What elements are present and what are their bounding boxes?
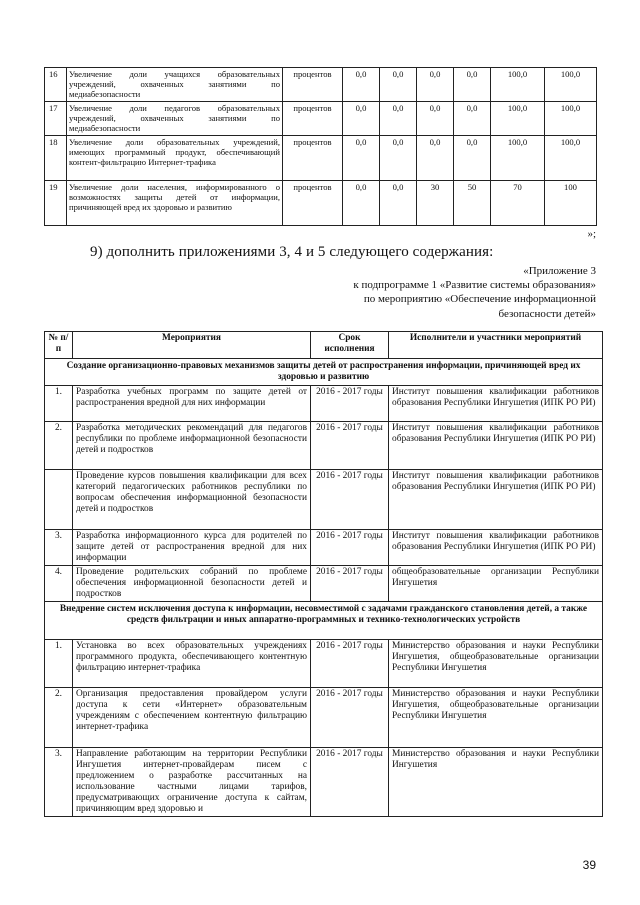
section-title: Создание организационно-правовых механизмов защиты детей от распространения информации, причиняющей вред их здоровью и развитию	[45, 359, 603, 386]
measure-cell: Проведение родительских собраний по проблеме обеспечения информационной безопасности детей и подростков	[73, 566, 311, 602]
row-number: 1.	[45, 386, 73, 422]
value-cell: 100,0	[545, 136, 597, 181]
row-number: 3.	[45, 530, 73, 566]
executors-cell: Институт повышения квалификации работников образования Республики Ингушетия (ИПК РО РИ)	[389, 530, 603, 566]
executors-cell: Министерство образования и науки Республики Ингушетия, общеобразовательные организации Республики Ингушетия	[389, 640, 603, 688]
unit-cell: процентов	[283, 136, 343, 181]
value-cell: 0,0	[343, 102, 380, 136]
header-measure: Мероприятия	[73, 332, 311, 359]
measure-cell: Проведение курсов повышения квалификации для всех категорий педагогических работников республики по вопросам обеспечения информационной безопасности детей и подростков	[73, 470, 311, 530]
value-cell: 0,0	[454, 136, 491, 181]
header-term: Срок исполнения	[311, 332, 389, 359]
appendix-line: по мероприятию «Обеспечение информационной	[363, 293, 596, 306]
table-header-row	[45, 332, 603, 359]
value-cell: 0,0	[454, 102, 491, 136]
value-cell: 100,0	[545, 68, 597, 102]
appendix-caption	[276, 264, 596, 321]
term-cell: 2016 - 2017 годы	[311, 386, 389, 422]
measure-cell: Установка во всех образовательных учреждениях программного продукта, обеспечивающего контентную фильтрацию интернет-трафика	[73, 640, 311, 688]
term-cell: 2016 - 2017 годы	[311, 530, 389, 566]
executors-cell: Институт повышения квалификации работников образования Республики Ингушетия (ИПК РО РИ)	[389, 386, 603, 422]
measure-cell: Разработка методических рекомендаций для педагогов республики по проблеме информационной безопасности детей и подростков	[73, 422, 311, 470]
term-cell: 2016 - 2017 годы	[311, 748, 389, 817]
value-cell: 0,0	[380, 68, 417, 102]
value-cell: 100,0	[491, 68, 545, 102]
row-number: 2.	[45, 422, 73, 470]
term-cell: 2016 - 2017 годы	[311, 422, 389, 470]
table-row	[45, 748, 603, 817]
executors-cell: Институт повышения квалификации работников образования Республики Ингушетия (ИПК РО РИ)	[389, 470, 603, 530]
section-row	[45, 602, 603, 640]
table-row	[45, 530, 603, 566]
appendix-line: к подпрограмме 1 «Развитие системы образования»	[353, 279, 596, 292]
amendment-heading: 9) дополнить приложениями 3, 4 и 5 следующего содержания:	[90, 244, 494, 260]
executors-cell: Министерство образования и науки Республики Ингушетия, общеобразовательные организации Республики Ингушетия	[389, 688, 603, 748]
value-cell: 50	[454, 181, 491, 226]
section-title: Внедрение систем исключения доступа к информации, несовместимой с задачами гражданского становления детей, а также средств фильтрации и иных аппаратно-программных и технико-технологических устройств	[45, 602, 603, 640]
measure-cell: Организация предоставления провайдером услуги доступа к сети «Интернет» образовательным учреждениям с обеспечением контентную фильтрацию интернет-трафика	[73, 688, 311, 748]
measure-cell: Разработка учебных программ по защите детей от распространения вредной для них информации	[73, 386, 311, 422]
row-number: 1.	[45, 640, 73, 688]
table-row	[45, 386, 603, 422]
value-cell: 0,0	[343, 181, 380, 226]
value-cell: 0,0	[343, 68, 380, 102]
row-number	[45, 470, 73, 530]
table-row	[45, 470, 603, 530]
term-cell: 2016 - 2017 годы	[311, 640, 389, 688]
row-number: 3.	[45, 748, 73, 817]
table-row	[45, 688, 603, 748]
page-number: 39	[582, 858, 596, 872]
indicator-name: Увеличение доли педагогов образовательных учреждений, охваченных занятиями по медиабезопасности	[67, 102, 283, 136]
term-cell: 2016 - 2017 годы	[311, 688, 389, 748]
value-cell: 100,0	[545, 102, 597, 136]
executors-cell: Министерство образования и науки Республики Ингушетия	[389, 748, 603, 817]
value-cell: 100,0	[491, 136, 545, 181]
closing-quote: »;	[587, 228, 596, 240]
value-cell: 0,0	[380, 102, 417, 136]
header-num: № п/п	[45, 332, 73, 359]
measure-cell: Направление работающим на территории Республики Ингушетия интернет-провайдерам писем с предложением о разработке рассчитанных на использование частными лицами тарифов, предусматривающих ограничение доступа к сайтам, причиняющим вред здоровью и	[73, 748, 311, 817]
value-cell: 0,0	[343, 136, 380, 181]
row-number: 17	[45, 102, 67, 136]
table-row	[45, 422, 603, 470]
indicator-name: Увеличение доли учащихся образовательных учреждений, охваченных занятиями по медиабезопасности	[67, 68, 283, 102]
appendix-line: «Приложение 3	[523, 265, 596, 277]
row-number: 16	[45, 68, 67, 102]
row-number: 2.	[45, 688, 73, 748]
unit-cell: процентов	[283, 68, 343, 102]
appendix-line: безопасности детей»	[498, 307, 596, 320]
executors-cell: Институт повышения квалификации работников образования Республики Ингушетия (ИПК РО РИ)	[389, 422, 603, 470]
unit-cell: процентов	[283, 102, 343, 136]
value-cell: 0,0	[380, 181, 417, 226]
value-cell: 0,0	[380, 136, 417, 181]
indicator-name: Увеличение доли населения, информированного о возможностях защиты детей от информации, причиняющей вред их здоровью и развитию	[67, 181, 283, 226]
table-row	[45, 136, 597, 181]
value-cell: 0,0	[417, 102, 454, 136]
measures-table	[44, 331, 603, 817]
indicator-table	[44, 67, 597, 226]
value-cell: 70	[491, 181, 545, 226]
row-number: 19	[45, 181, 67, 226]
indicator-name: Увеличение доли образовательных учреждений, имеющих программный продукт, обеспечивающий контент-фильтрацию Интернет-трафика	[67, 136, 283, 181]
value-cell: 0,0	[417, 68, 454, 102]
row-number: 18	[45, 136, 67, 181]
term-cell: 2016 - 2017 годы	[311, 566, 389, 602]
table-row	[45, 566, 603, 602]
table-row	[45, 640, 603, 688]
value-cell: 100	[545, 181, 597, 226]
value-cell: 30	[417, 181, 454, 226]
term-cell: 2016 - 2017 годы	[311, 470, 389, 530]
row-number: 4.	[45, 566, 73, 602]
executors-cell: общеобразовательные организации Республики Ингушетия	[389, 566, 603, 602]
value-cell: 0,0	[454, 68, 491, 102]
table-row	[45, 102, 597, 136]
value-cell: 100,0	[491, 102, 545, 136]
table-row	[45, 181, 597, 226]
unit-cell: процентов	[283, 181, 343, 226]
table-row	[45, 68, 597, 102]
header-executors: Исполнители и участники мероприятий	[389, 332, 603, 359]
measure-cell: Разработка информационного курса для родителей по защите детей от распространения вредной для них информации	[73, 530, 311, 566]
value-cell: 0,0	[417, 136, 454, 181]
section-row	[45, 359, 603, 386]
